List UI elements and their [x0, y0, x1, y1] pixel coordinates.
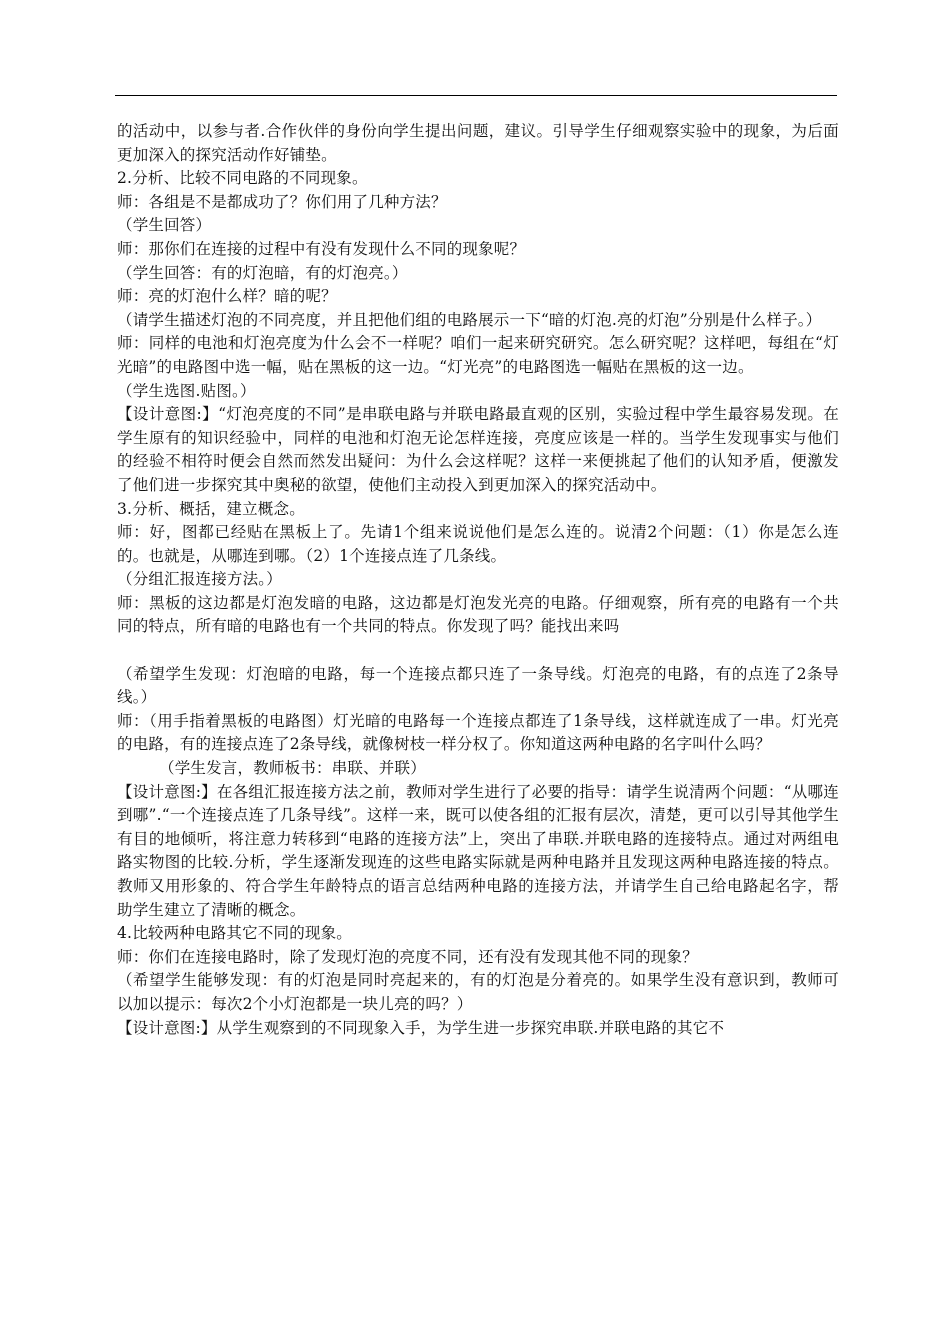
- section-heading: 2.分析、比较不同电路的不同现象。: [117, 169, 368, 188]
- document-body: [117, 120, 839, 1040]
- blank-line: [117, 639, 839, 663]
- paragraph: 的活动中，以参与者.合作伙伴的身份向学生提出问题，建议。引导学生仔细观察实验中的现象，为后面更加深入的探究活动作好铺垫。: [117, 122, 839, 164]
- section-heading: 4.比较两种电路其它不同的现象。: [117, 924, 352, 943]
- paragraph: 师：你们在连接电路时，除了发现灯泡的亮度不同，还有没有发现其他不同的现象？: [117, 947, 698, 966]
- paragraph: 师：好，图都已经贴在黑板上了。先请1个组来说说他们是怎么连的。说清2个问题：（1）你是怎么连的。也就是，从哪连到哪。（2）1个连接点连了几条线。: [117, 523, 839, 565]
- paragraph: 师：那你们在连接的过程中有没有发现什么不同的现象呢？: [117, 239, 526, 258]
- paragraph: （希望学生能够发现：有的灯泡是同时亮起来的，有的灯泡是分着亮的。如果学生没有意识到，教师可以加以提示：每次2个小灯泡都是一块儿亮的吗？）: [117, 971, 839, 1013]
- design-intent-paragraph: 【设计意图:】从学生观察到的不同现象入手，为学生进一步探究串联.并联电路的其它不: [117, 1018, 725, 1037]
- design-intent-paragraph: 【设计意图:】“灯泡亮度的不同”是串联电路与并联电路最直观的区别，实验过程中学生最容易发现。在学生原有的知识经验中，同样的电池和灯泡无论怎样连接，亮度应该是一样的。当学生发现事实与他们的经验不相符时便会自然而然发出疑问：为什么会这样呢？这样一来便挑起了他们的认知矛盾，便激发了他们进一步探究其中奥秘的欲望，使他们主动投入到更加深入的探究活动中。: [117, 405, 839, 494]
- paragraph: （分组汇报连接方法。）: [117, 570, 282, 589]
- design-intent-paragraph: 【设计意图:】在各组汇报连接方法之前，教师对学生进行了必要的指导：请学生说清两个问题：“从哪连到哪”.“一个连接点连了几条导线”。这样一来，既可以使各组的汇报有层次，清楚，更可以引导其他学生有目的地倾听，将注意力转移到“电路的连接方法”上，突出了串联.并联电路的连接特点。通过对两组电路实物图的比较.分析，学生逐渐发现连的这些电路实际就是两种电路并且发现这两种电路连接的特点。教师又用形象的、符合学生年龄特点的语言总结两种电路的连接方法，并请学生自己给电路起名字，帮助学生建立了清晰的概念。: [117, 782, 839, 919]
- paragraph: （请学生描述灯泡的不同亮度，并且把他们组的电路展示一下“暗的灯泡.亮的灯泡”分别是什么样子。）: [117, 310, 822, 329]
- paragraph: （希望学生发现：灯泡暗的电路，每一个连接点都只连了一条导线。灯泡亮的电路，有的点连了2条导线。）: [117, 664, 839, 707]
- paragraph: （学生回答：有的灯泡暗，有的灯泡亮。）: [117, 263, 408, 282]
- paragraph: 师：黑板的这边都是灯泡发暗的电路，这边都是灯泡发光亮的电路。仔细观察，所有亮的电路有一个共同的特点，所有暗的电路也有一个共同的特点。你发现了吗？能找出来吗: [117, 593, 839, 636]
- section-heading: 3.分析、概括，建立概念。: [117, 499, 305, 518]
- paragraph: 师：各组是不是都成功了？你们用了几种方法？: [117, 192, 447, 211]
- header-rule: [115, 95, 837, 96]
- paragraph: （学生发言，教师板书：串联、并联）: [159, 759, 426, 778]
- paragraph: 师：（用手指着黑板的电路图）灯光暗的电路每一个连接点都连了1条导线，这样就连成了一串。灯光亮的电路，有的连接点连了2条导线，就像树枝一样分权了。你知道这两种电路的名字叫什么吗？: [117, 711, 839, 754]
- paragraph: 师：同样的电池和灯泡亮度为什么会不一样呢？咱们一起来研究研究。怎么研究呢？这样吧，每组在“灯光暗”的电路图中选一幅，贴在黑板的这一边。“灯光亮”的电路图选一幅贴在黑板的这一边。: [117, 334, 839, 376]
- paragraph: （学生回答）: [117, 216, 212, 235]
- paragraph: （学生选图.贴图。）: [117, 381, 256, 400]
- paragraph: 师：亮的灯泡什么样？暗的呢？: [117, 287, 337, 306]
